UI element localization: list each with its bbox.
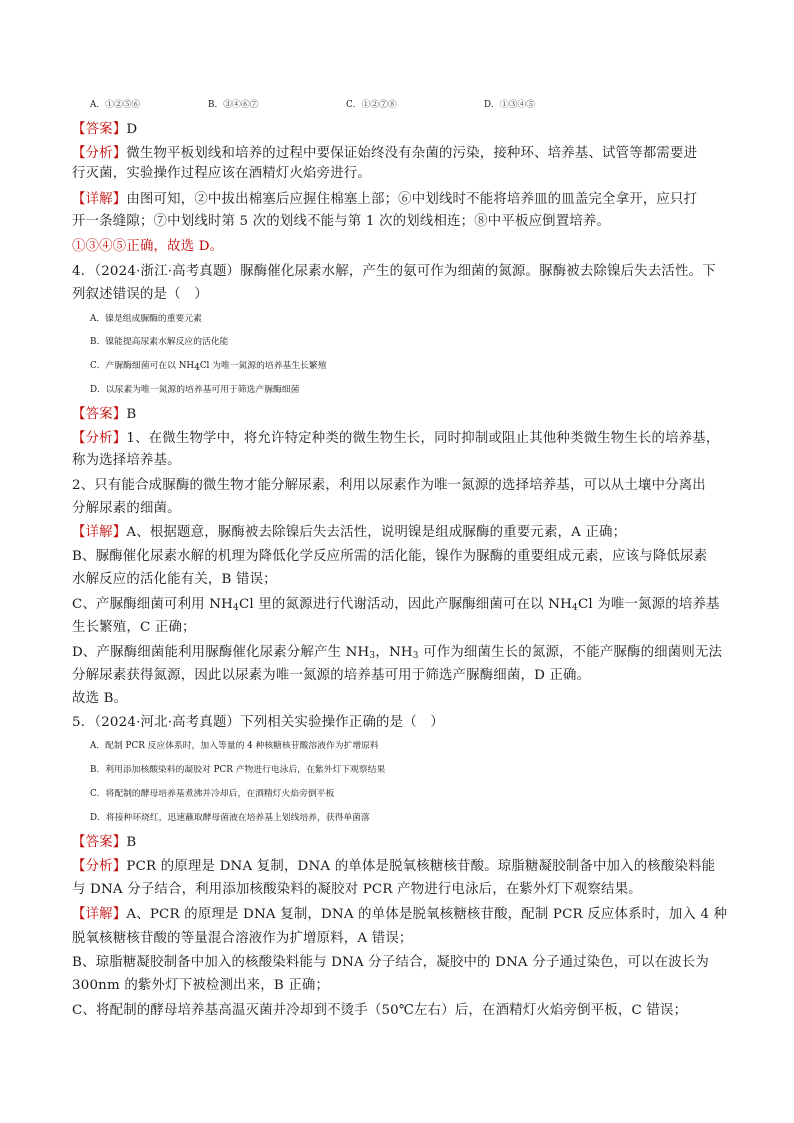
q4-analysis-line: 2、只有能合成脲酶的微生物才能分解尿素，利用以尿素作为唯一氮源的选择培养基，可以从土壤中分离出 <box>72 478 706 493</box>
text-segment: C．产脲酶细菌可在以 NH <box>90 361 195 371</box>
q5-option-b: B．利用添加核酸染料的凝胶对 PCR 产物进行电泳后，在紫外灯下观察结果 <box>90 765 386 775</box>
subscript: 4 <box>233 603 239 613</box>
q3-detail-conclusion: ①③④⑤正确，故选 D。 <box>72 239 224 254</box>
q4-stem-line: 4．（2024·浙江·高考真题）脲酶催化尿素水解，产生的氨可作为细菌的氮源。脲酶被去除镍后失去活性。下 <box>72 264 716 279</box>
text-segment: ，NH <box>375 645 413 660</box>
q5-detail-line: B、琼脂糖凝胶制备中加入的核酸染料能与 DNA 分子结合，凝胶中的 DNA 分子通过染色，可以在波长为 <box>72 955 709 970</box>
q3-option-b: B．③④⑥⑦ <box>208 100 259 110</box>
q4-stem-line: 列叙述错误的是（ ） <box>72 287 208 302</box>
q3-option-d: D．①③④⑤ <box>484 100 536 110</box>
q5-detail-line: 300nm 的紫外灯下被检测出来，B 正确； <box>72 978 330 993</box>
answer-value: B <box>126 407 137 422</box>
subscript: 4 <box>194 363 200 373</box>
answer-tag: 【答案】 <box>72 835 127 850</box>
q3-option-c: C．①②⑦⑧ <box>346 100 397 110</box>
q4-detail-line: 生长繁殖，C 正确； <box>72 620 196 635</box>
analysis-text: PCR 的原理是 DNA 复制，DNA 的单体是脱氧核糖核苷酸。琼脂糖凝胶制备中加入的核酸染料能 <box>126 859 716 874</box>
answer-value: D <box>126 122 138 137</box>
q4-detail-line <box>72 523 727 542</box>
subscript: 3 <box>412 651 419 661</box>
q4-option-a: A．镍是组成脲酶的重要元素 <box>90 314 202 324</box>
text-segment: 可作为细菌生长的氮源，不能产脲酶的细菌则无法 <box>418 645 723 660</box>
q3-answer <box>72 120 727 139</box>
q5-answer <box>72 833 727 852</box>
q4-detail-line <box>72 595 727 614</box>
q4-option-b: B．镍能提高尿素水解反应的活化能 <box>90 337 229 347</box>
detail-tag: 【详解】 <box>72 525 127 540</box>
detail-text: A、PCR 的原理是 DNA 复制，DNA 的单体是脱氧核糖核苷酸，配制 PCR 反应体系时，加入 4 种 <box>126 907 728 922</box>
text-segment: Cl 为唯一氮源的培养基 <box>577 597 720 612</box>
q4-detail-line: 分解尿素获得氮源，因此以尿素为唯一氮源的培养基可用于筛选产脲酶细菌，D 正确。 <box>72 668 591 683</box>
q5-option-a: A．配制 PCR 反应体系时，加入等量的 4 种核糖核苷酸溶液作为扩增原料 <box>90 741 379 751</box>
q4-analysis-line: 分解尿素的细菌。 <box>72 501 181 516</box>
q3-detail-line <box>72 190 727 209</box>
q3-options <box>90 96 745 115</box>
q3-analysis-line <box>72 144 727 163</box>
q4-analysis-line <box>72 429 727 448</box>
answer-tag: 【答案】 <box>72 122 127 137</box>
q4-detail-line: 水解反应的活化能有关，B 错误； <box>72 572 277 587</box>
q5-detail-line: 脱氧核糖核苷酸的等量混合溶液作为扩增原料，A 错误； <box>72 931 413 946</box>
analysis-tag: 【分析】 <box>72 431 127 446</box>
text-segment: D、产脲酶细菌能利用脲酶催化尿素分解产生 NH <box>72 645 370 660</box>
q5-option-c: C．将配制的酵母培养基煮沸并冷却后，在酒精灯火焰旁倒平板 <box>90 789 335 799</box>
text-segment: Cl 里的氮源进行代谢活动，因此产脲酶细菌可在以 NH <box>238 597 572 612</box>
analysis-text: 1、在微生物学中，将允许特定种类的微生物生长，同时抑制或阻止其他种类微生物生长的培养基， <box>126 431 720 446</box>
detail-tag: 【详解】 <box>72 907 127 922</box>
q4-option-c <box>90 357 745 376</box>
answer-value: B <box>126 835 137 850</box>
q5-option-d: D．将接种环烧红，迅速蘸取酵母菌液在培养基上划线培养，获得单菌落 <box>90 813 370 823</box>
analysis-tag: 【分析】 <box>72 859 127 874</box>
q5-analysis-line <box>72 857 727 876</box>
q5-analysis-line: 与 DNA 分子结合，利用添加核酸染料的凝胶对 PCR 产物进行电泳后，在紫外灯下观察结果。 <box>72 882 642 897</box>
q3-option-a: A．①②⑤⑥ <box>90 100 141 110</box>
q4-detail-line: B、脲酶催化尿素水解的机理为降低化学反应所需的活化能，镍作为脲酶的重要组成元素，应该与降低尿素 <box>72 549 708 564</box>
answer-tag: 【答案】 <box>72 407 127 422</box>
q4-detail-line <box>72 643 727 662</box>
analysis-tag: 【分析】 <box>72 146 127 161</box>
q5-detail-line <box>72 905 727 924</box>
q4-answer <box>72 405 727 424</box>
q4-option-d: D．以尿素为唯一氮源的培养基可用于筛选产脲酶细菌 <box>90 385 300 395</box>
analysis-text: 微生物平板划线和培养的过程中要保证始终没有杂菌的污染，接种环、培养基、试管等都需要进 <box>126 146 698 161</box>
detail-tag: 【详解】 <box>72 192 127 207</box>
detail-text: 由图可知，②中拔出棉塞后应握住棉塞上部；⑥中划线时不能将培养皿的皿盖完全拿开，应只打 <box>126 192 698 207</box>
q5-stem: 5．（2024·河北·高考真题）下列相关实验操作正确的是（ ） <box>72 715 444 730</box>
q3-analysis-line: 行灭菌，实验操作过程应该在酒精灯火焰旁进行。 <box>72 166 371 181</box>
text-segment: Cl 为唯一氮源的培养基生长繁殖 <box>199 361 327 371</box>
text-segment: C、产脲酶细菌可利用 NH <box>72 597 234 612</box>
q4-analysis-line: 称为选择培养基。 <box>72 453 181 468</box>
subscript: 4 <box>572 603 578 613</box>
q4-conclusion: 故选 B。 <box>72 691 128 706</box>
detail-text: A、根据题意，脲酶被去除镍后失去活性，说明镍是组成脲酶的重要元素，A 正确； <box>126 525 627 540</box>
q3-detail-line: 开一条缝隙；⑦中划线时第 5 次的划线不能与第 1 次的划线相连；⑧中平板应倒置培养。 <box>72 214 611 229</box>
q5-detail-line: C、将配制的酵母培养基高温灭菌并冷却到不烫手（50℃左右）后，在酒精灯火焰旁倒平板，C 错误； <box>72 1003 688 1018</box>
subscript: 3 <box>369 651 376 661</box>
